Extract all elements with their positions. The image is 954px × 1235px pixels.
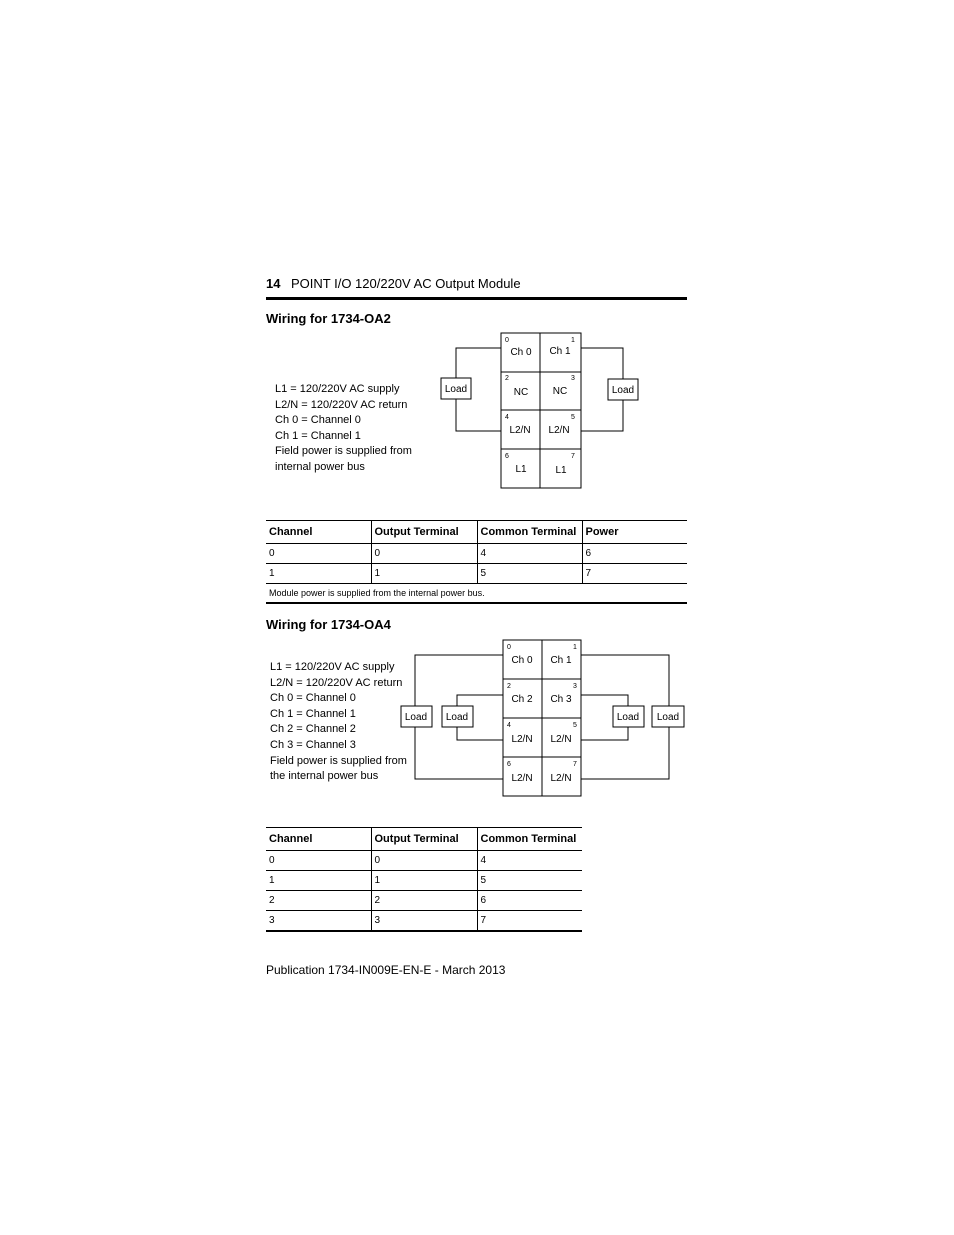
oa2-terminal-number: 3	[571, 375, 575, 382]
oa2-terminal-number: 1	[571, 337, 575, 344]
table-header-row	[266, 521, 687, 544]
oa4-terminal-number: 2	[507, 683, 511, 690]
oa4-terminal-label: Ch 3	[550, 694, 572, 705]
oa4-load-3	[613, 706, 644, 727]
oa4-terminal-label: L2/N	[550, 773, 572, 784]
oa2-terminal-number: 0	[505, 337, 509, 344]
oa4-section-title: Wiring for 1734-OA4	[266, 617, 391, 632]
oa4-terminal-number: 0	[507, 644, 511, 651]
oa2-terminal-number: 6	[505, 453, 509, 460]
load-label: Load	[404, 712, 428, 723]
oa2-note: Field power is supplied from	[275, 445, 412, 458]
oa2-note: internal power bus	[275, 460, 365, 473]
table-cell: 3	[371, 911, 477, 932]
oa2-note: Ch 1 = Channel 1	[275, 429, 361, 442]
column-header: Output Terminal	[371, 828, 477, 851]
table-row	[266, 911, 582, 932]
column-header: Channel	[266, 828, 371, 851]
table-row	[266, 871, 582, 891]
table-cell: 2	[266, 891, 371, 911]
column-header: Power	[582, 521, 687, 544]
oa4-terminal-label: Ch 1	[550, 655, 572, 666]
oa4-note: Field power is supplied from	[270, 754, 407, 767]
table-cell: 5	[477, 564, 582, 584]
oa2-terminal-label: NC	[552, 386, 568, 397]
oa4-terminal-label: L2/N	[511, 734, 533, 745]
oa4-terminal-number: 7	[573, 761, 577, 768]
table-header-row	[266, 828, 582, 851]
oa2-terminal-number: 7	[571, 453, 575, 460]
table-cell: 7	[477, 911, 582, 932]
oa4-notes	[270, 660, 407, 785]
oa2-load-right	[608, 379, 638, 400]
table-cell: 0	[266, 544, 371, 564]
table-row	[266, 544, 687, 564]
column-header: Channel	[266, 521, 371, 544]
oa2-load-left	[441, 378, 471, 399]
page-number: 14	[266, 276, 281, 291]
table-cell: 1	[266, 871, 371, 891]
table-row	[266, 564, 687, 584]
oa4-terminal-number: 5	[573, 722, 577, 729]
oa2-terminal-number: 2	[505, 375, 509, 382]
oa2-terminal-label: L1	[515, 464, 527, 475]
table-cell: 0	[371, 544, 477, 564]
load-label: Load	[616, 712, 640, 723]
oa4-terminal-label: L2/N	[550, 734, 572, 745]
column-header: Common Terminal	[477, 828, 582, 851]
table-cell: 7	[582, 564, 687, 584]
running-header-title: POINT I/O 120/220V AC Output Module	[291, 276, 521, 291]
table-cell: 2	[371, 891, 477, 911]
oa2-terminal-label: L2/N	[548, 425, 570, 436]
table-cell: 1	[371, 871, 477, 891]
oa2-terminal-label: NC	[513, 387, 529, 398]
oa2-note: L1 = 120/220V AC supply	[275, 383, 400, 395]
load-label: Load	[611, 385, 635, 396]
load-label: Load	[444, 384, 468, 395]
table-cell: 3	[266, 911, 371, 932]
table-row	[266, 891, 582, 911]
table-cell: 1	[371, 564, 477, 584]
table-row	[266, 851, 582, 871]
table-footnote: Module power is supplied from the internal power bus.	[266, 584, 687, 604]
table-cell: 4	[477, 544, 582, 564]
oa4-note: Ch 0 = Channel 0	[270, 692, 356, 705]
oa4-terminal-label: Ch 2	[511, 694, 533, 705]
oa2-terminal-number: 4	[505, 414, 509, 421]
oa4-load-2	[442, 706, 473, 727]
oa2-section-title: Wiring for 1734-OA2	[266, 311, 391, 326]
table-footnote-row	[266, 584, 687, 604]
table-cell: 5	[477, 871, 582, 891]
oa4-load-4	[652, 706, 684, 727]
oa4-note: Ch 1 = Channel 1	[270, 707, 356, 720]
table-cell: 6	[582, 544, 687, 564]
oa4-note: L1 = 120/220V AC supply	[270, 661, 395, 673]
load-label: Load	[445, 712, 469, 723]
table-cell: 6	[477, 891, 582, 911]
oa4-terminal-label: L2/N	[511, 773, 533, 784]
oa2-terminal-label: L1	[555, 465, 567, 476]
table-cell: 0	[371, 851, 477, 871]
oa2-terminal-number: 5	[571, 414, 575, 421]
column-header: Output Terminal	[371, 521, 477, 544]
column-header: Common Terminal	[477, 521, 582, 544]
oa2-terminal-label: L2/N	[509, 425, 531, 436]
table-cell: 0	[266, 851, 371, 871]
oa2-note: L2/N = 120/220V AC return	[275, 398, 408, 411]
oa4-terminal-number: 4	[507, 722, 511, 729]
oa4-table	[266, 827, 582, 932]
oa4-note: Ch 3 = Channel 3	[270, 738, 356, 751]
table-cell: 4	[477, 851, 582, 871]
oa4-terminal-number: 3	[573, 683, 577, 690]
oa4-note: Ch 2 = Channel 2	[270, 723, 356, 736]
oa2-table	[266, 520, 687, 604]
oa2-note: Ch 0 = Channel 0	[275, 414, 361, 427]
oa2-terminal-label: Ch 1	[549, 346, 571, 357]
oa4-terminal-number: 6	[507, 761, 511, 768]
publication-footer: Publication 1734-IN009E-EN-E - March 2013	[266, 963, 506, 977]
oa4-terminal-number: 1	[573, 644, 577, 651]
oa2-terminal-label: Ch 0	[510, 347, 532, 358]
table-cell: 1	[266, 564, 371, 584]
oa4-note: L2/N = 120/220V AC return	[270, 676, 403, 689]
load-label: Load	[656, 712, 680, 723]
oa4-note: the internal power bus	[270, 770, 379, 783]
oa4-terminal-label: Ch 0	[511, 655, 533, 666]
